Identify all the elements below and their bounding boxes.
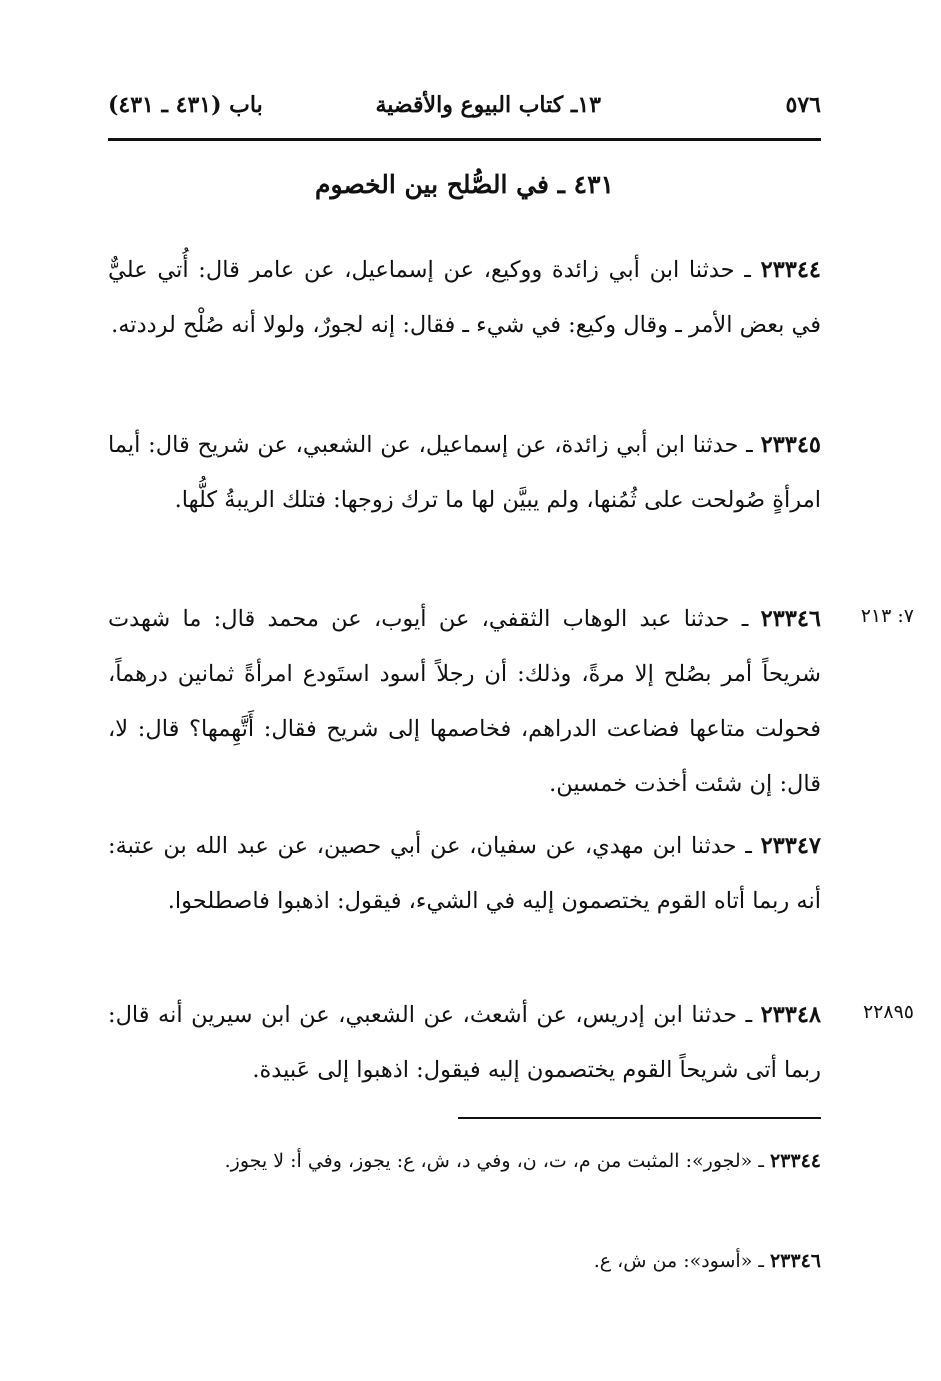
book-title: ١٣ـ كتاب البيوع والأقضية	[375, 92, 601, 118]
page-number: ٥٧٦	[785, 92, 821, 118]
hadith-text: ـ حدثنا ابن مهدي، عن سفيان، عن أبي حصين، عن عبد الله بن عتبة: أنه ربما أتاه القوم يختصمون إليه في الشيء، فيقول: اذهبوا فاصطلحوا.	[108, 833, 821, 914]
hadith-paragraph	[108, 988, 821, 1098]
running-header	[108, 92, 821, 132]
margin-reference: ٢٢٨٩٥	[862, 1001, 914, 1023]
chapter-title: ٤٣١ ـ في الصُّلح بين الخصوم	[315, 170, 614, 199]
hadith-text: ـ حدثنا ابن أبي زائدة ووكيع، عن إسماعيل، عن عامر قال: أُتي عليٌّ في بعض الأمر ـ وقال وكيع: في شيء ـ فقال: إنه لجورٌ، ولولا أنه صُلْح لرددته.	[108, 257, 821, 338]
footnote-text: ـ «أسود»: من ش، ع.	[593, 1250, 770, 1272]
hadith-paragraph	[108, 592, 821, 812]
footnote-number: ٢٣٣٤٦	[769, 1250, 821, 1272]
bab-range: باب (٤٣١ ـ ٤٣١)	[108, 92, 263, 118]
hadith-number: ٢٣٣٤٨	[760, 1002, 821, 1028]
footnote-number: ٢٣٣٤٤	[769, 1150, 821, 1172]
hadith-paragraph	[108, 418, 821, 528]
hadith-number: ٢٣٣٤٦	[760, 606, 821, 632]
margin-reference: ٧: ٢١٣	[860, 605, 914, 627]
footnote	[108, 1240, 821, 1282]
hadith-number: ٢٣٣٤٥	[760, 432, 821, 458]
hadith-number: ٢٣٣٤٤	[760, 257, 821, 283]
hadith-text: ـ حدثنا ابن أبي زائدة، عن إسماعيل، عن الشعبي، عن شريح قال: أيما امرأةٍ صُولحت على ثُمُنها، ولم يبيَّن لها ما ترك زوجها: فتلك الريبةُ كلُّها.	[108, 432, 821, 513]
hadith-text: ـ حدثنا ابن إدريس، عن أشعث، عن الشعبي، عن ابن سيرين أنه قال: ربما أتى شريحاً القوم يختصمون إليه فيقول: اذهبوا إلى عَبيدة.	[108, 1002, 821, 1083]
header-divider	[108, 138, 821, 141]
hadith-number: ٢٣٣٤٧	[760, 833, 821, 859]
footnote-text: ـ «لجور»: المثبت من م، ت، ن، وفي د، ش، ع: يجوز، وفي أ: لا يجوز.	[224, 1150, 770, 1172]
hadith-text: ـ حدثنا عبد الوهاب الثقفي، عن أيوب، عن محمد قال: ما شهدت شريحاً أمر بصُلح إلا مرةً، وذلك: أن رجلاً أسود استَودع امرأةً ثمانين درهماً، فحولت متاعها فضاعت الدراهم، فخاصمها إلى شريح فقال: أَتَّهِمها؟ قال: لا، قال: إن شئت أخذت خمسين.	[108, 606, 821, 797]
hadith-paragraph	[108, 819, 821, 929]
hadith-paragraph	[108, 243, 821, 353]
footnote	[108, 1140, 821, 1182]
footnote-divider	[458, 1117, 821, 1119]
